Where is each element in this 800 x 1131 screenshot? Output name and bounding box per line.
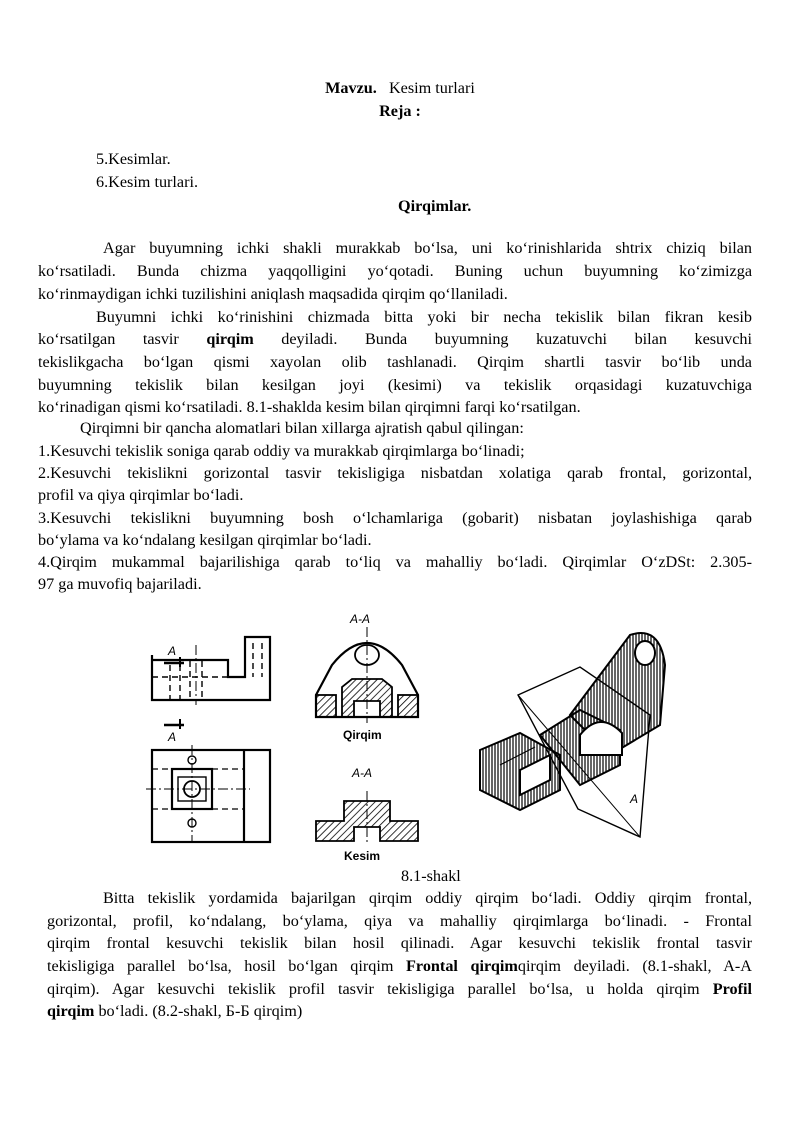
paragraph-line: Buyumni ichki ko‘rinishini chizmada bitta yoki bir necha tekislik bilan fikran kesib: [96, 308, 752, 326]
plan-item: 5.Kesimlar.: [96, 150, 171, 168]
paragraph-line: Qirqimni bir qancha alomatlari bilan xillarga ajratish qabul qilingan:: [80, 419, 524, 437]
list-item: 97 ga muvofiq bajariladi.: [38, 575, 202, 593]
paragraph-line: Agar buyumning ichki shakli murakkab bo‘lsa, uni ko‘rinishlarida shtrix chiziq bilan: [103, 239, 752, 257]
paragraph-line: buyumning tekislik bilan kesilgan joyi (kesimi) va tekislik orqasidagi kuzatuvchiga: [38, 376, 752, 394]
text-run: qirqim deyiladi. (8.1-shakl, A-A: [517, 957, 752, 975]
paragraph-line: [47, 1001, 302, 1021]
paragraph-line: tekislikgacha bo‘lgan qismi xayolan olib tashlanadi. Qirqim shartli tasvir bo‘lib unda: [38, 353, 752, 371]
qirqim-section-drawing: [316, 627, 418, 723]
kesim-section-drawing: [316, 791, 418, 845]
paragraph-line: ko‘rsatiladi. Bunda chizma yaqqolligini yo‘qotadi. Buning uchun buyumning ko‘zimizga: [38, 262, 752, 280]
list-item: 1.Kesuvchi tekislik soniga qarab oddiy va murakkab qirqimlarga bo‘linadi;: [38, 442, 525, 460]
term-qirqim: qirqim: [206, 330, 254, 348]
plan-heading: Reja :: [379, 102, 421, 120]
section-label-aa: A-A: [350, 612, 371, 626]
paragraph-line: [38, 329, 752, 349]
caption-kesim: Kesim: [344, 849, 381, 863]
figure-8-1: [140, 605, 670, 867]
caption-qirqim: Qirqim: [343, 728, 382, 742]
list-item: profil va qiya qirqimlar bo‘ladi.: [38, 486, 244, 504]
paragraph-line: ko‘rinadigan qismi ko‘rsatiladi. 8.1-shaklda kesim bilan qirqimni farqi ko‘rsatilgan.: [38, 398, 581, 416]
list-item: 3.Kesuvchi tekislikni buyumning bosh o‘lchamlariga (gobarit) nisbatan joylashishiga qarab: [38, 509, 752, 527]
topic-label: Mavzu.: [325, 79, 377, 97]
term-qirqim: qirqim: [47, 1002, 95, 1020]
text-run: qirqim). Agar kesuvchi tekislik profil tasvir tekisligiga parallel bo‘lsa, u holda qirqim: [47, 980, 700, 998]
text-run: ko‘rsatilgan tasvir: [38, 330, 179, 348]
top-view-drawing: [146, 745, 270, 842]
plan-item: 6.Kesim turlari.: [96, 173, 199, 191]
paragraph-line: [47, 956, 752, 976]
list-item: 2.Kesuvchi tekislikni gorizontal tasvir tekisligiga nisbatdan xolatiga qarab frontal, gorizontal,: [38, 464, 752, 482]
topic-title: Kesim turlari: [388, 79, 475, 97]
section-mark-a: A: [630, 792, 639, 806]
section-mark-a: A: [168, 730, 177, 744]
text-run: tekisligiga parallel bo‘lsa, hosil bo‘lgan qirqim: [47, 957, 394, 975]
text-run: bo‘ladi. (8.2-shakl, Б-Б qirqim): [98, 1002, 303, 1020]
figure-caption: 8.1-shakl: [401, 867, 461, 885]
term-frontal-qirqim: Frontal qirqim: [406, 957, 518, 975]
topic-heading: [0, 78, 800, 98]
paragraph-line: [47, 979, 752, 999]
paragraph-line: Bitta tekislik yordamida bajarilgan qirqim oddiy qirqim bo‘ladi. Oddiy qirqim frontal,: [103, 889, 752, 907]
section-title: Qirqimlar.: [398, 197, 472, 215]
paragraph-line: gorizontal, profil, ko‘ndalang, bo‘ylama, qiya va mahalliy qirqimlarga bo‘linadi. - Frontal: [47, 912, 752, 930]
term-profil: Profil: [712, 980, 753, 998]
list-item: 4.Qirqim mukammal bajarilishiga qarab to‘liq va mahalliy bo‘ladi. Qirqimlar O‘zDSt: 2.305-: [38, 553, 752, 571]
paragraph-line: qirqim frontal kesuvchi tekislik bilan hosil qilinadi. Agar kesuvchi tekislik frontal tasvir: [47, 934, 752, 952]
paragraph-line: ko‘rinmaydigan ichki tuzilishini aniqlash maqsadida qirqim qo‘llaniladi.: [38, 285, 508, 303]
isometric-cut-drawing: [480, 633, 665, 837]
list-item: bo‘ylama va ko‘ndalang kesilgan qirqimlar bo‘ladi.: [38, 531, 372, 549]
section-label-aa: A-A: [352, 766, 373, 780]
text-run: deyiladi. Bunda buyumning kuzatuvchi bilan kesuvchi: [281, 330, 753, 348]
section-mark-a: A: [168, 644, 177, 658]
